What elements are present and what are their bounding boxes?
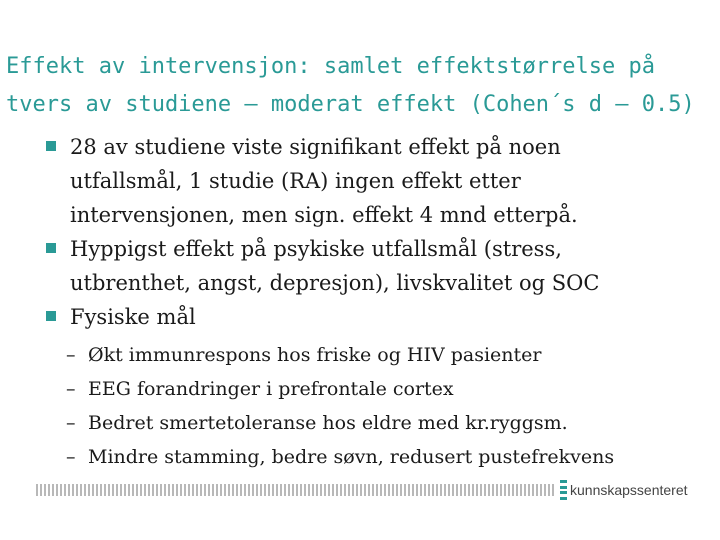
title-line-1: Effekt av intervensjon: samlet effektstørrelse på	[6, 54, 656, 79]
bullet-item-3	[46, 300, 706, 334]
footer-stripes-decoration	[36, 484, 556, 496]
title-line-2: tvers av studiene – moderat effekt (Cohen´s d – 0.5)	[6, 92, 695, 117]
sub-bullet-item	[46, 372, 706, 406]
bullet-item-1	[46, 130, 706, 232]
slide-title	[6, 48, 714, 124]
square-bullet-icon	[46, 243, 56, 253]
slide-body	[46, 130, 706, 474]
square-bullet-icon	[46, 311, 56, 321]
sub-bullet-text: Mindre stamming, bedre søvn, redusert pustefrekvens	[88, 446, 615, 468]
footer-logo-text: kunnskapssenteret	[570, 482, 688, 498]
footer-bar	[36, 480, 706, 500]
dash-bullet-icon: –	[66, 412, 76, 434]
bullet-line: 28 av studiene viste signifikant effekt på noen	[70, 135, 561, 159]
sub-bullet-list	[46, 338, 706, 474]
dash-bullet-icon: –	[66, 378, 76, 400]
sub-bullet-item	[46, 338, 706, 372]
bullet-text	[70, 232, 706, 300]
sub-bullet-text: EEG forandringer i prefrontale cortex	[88, 378, 454, 400]
sub-bullet-text: Bedret smertetoleranse hos eldre med kr.ryggsm.	[88, 412, 568, 434]
sub-bullet-text: Økt immunrespons hos friske og HIV pasienter	[88, 344, 542, 366]
dash-bullet-icon: –	[66, 344, 76, 366]
dash-bullet-icon: –	[66, 446, 76, 468]
bullet-text	[70, 130, 706, 232]
square-bullet-icon	[46, 141, 56, 151]
sub-bullet-item	[46, 440, 706, 474]
bullet-line: utfallsmål, 1 studie (RA) ingen effekt etter	[70, 169, 521, 193]
bullet-text	[70, 300, 706, 334]
bullet-item-2	[46, 232, 706, 300]
bullet-line: utbrenthet, angst, depresjon), livskvalitet og SOC	[70, 271, 600, 295]
bullet-line: intervensjonen, men sign. effekt 4 mnd etterpå.	[70, 203, 578, 227]
bullet-line: Fysiske mål	[70, 305, 196, 329]
logo-mark-icon	[560, 480, 567, 500]
sub-bullet-item	[46, 406, 706, 440]
bullet-line: Hyppigst effekt på psykiske utfallsmål (stress,	[70, 237, 562, 261]
